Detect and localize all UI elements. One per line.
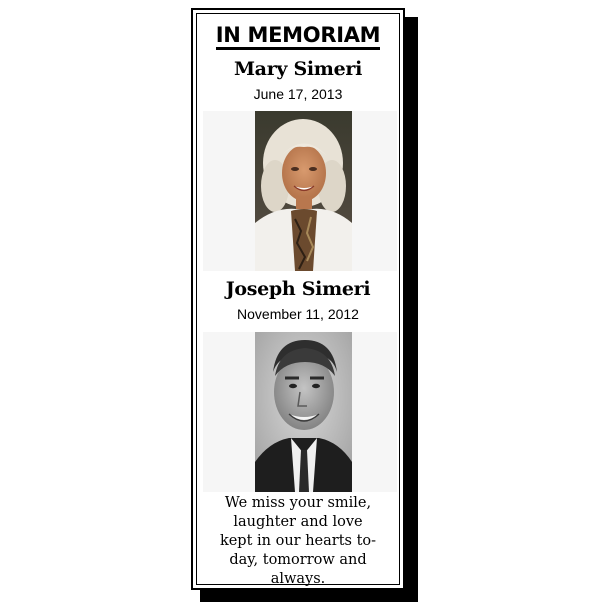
person2-photo-band: [203, 332, 397, 492]
woman-portrait-image: [255, 111, 352, 271]
memoriam-heading: [197, 23, 399, 47]
man-portrait-image: [255, 332, 352, 492]
person2-name: Joseph Simeri: [225, 278, 371, 300]
memoriam-frame: [191, 8, 405, 590]
person1-photo-band: [203, 111, 397, 271]
heading-text: IN MEMORIAM: [216, 23, 381, 50]
memorial-verse: We miss your smile, laughter and love kept in our hearts to- day, tomorrow and always.: [219, 495, 377, 587]
person2-date: November 11, 2012: [237, 306, 359, 322]
person1-portrait: [255, 111, 352, 271]
person1-date: June 17, 2013: [253, 86, 343, 102]
person1-name: Mary Simeri: [233, 58, 363, 80]
inner-border: [196, 13, 400, 585]
person2-portrait: [255, 332, 352, 492]
